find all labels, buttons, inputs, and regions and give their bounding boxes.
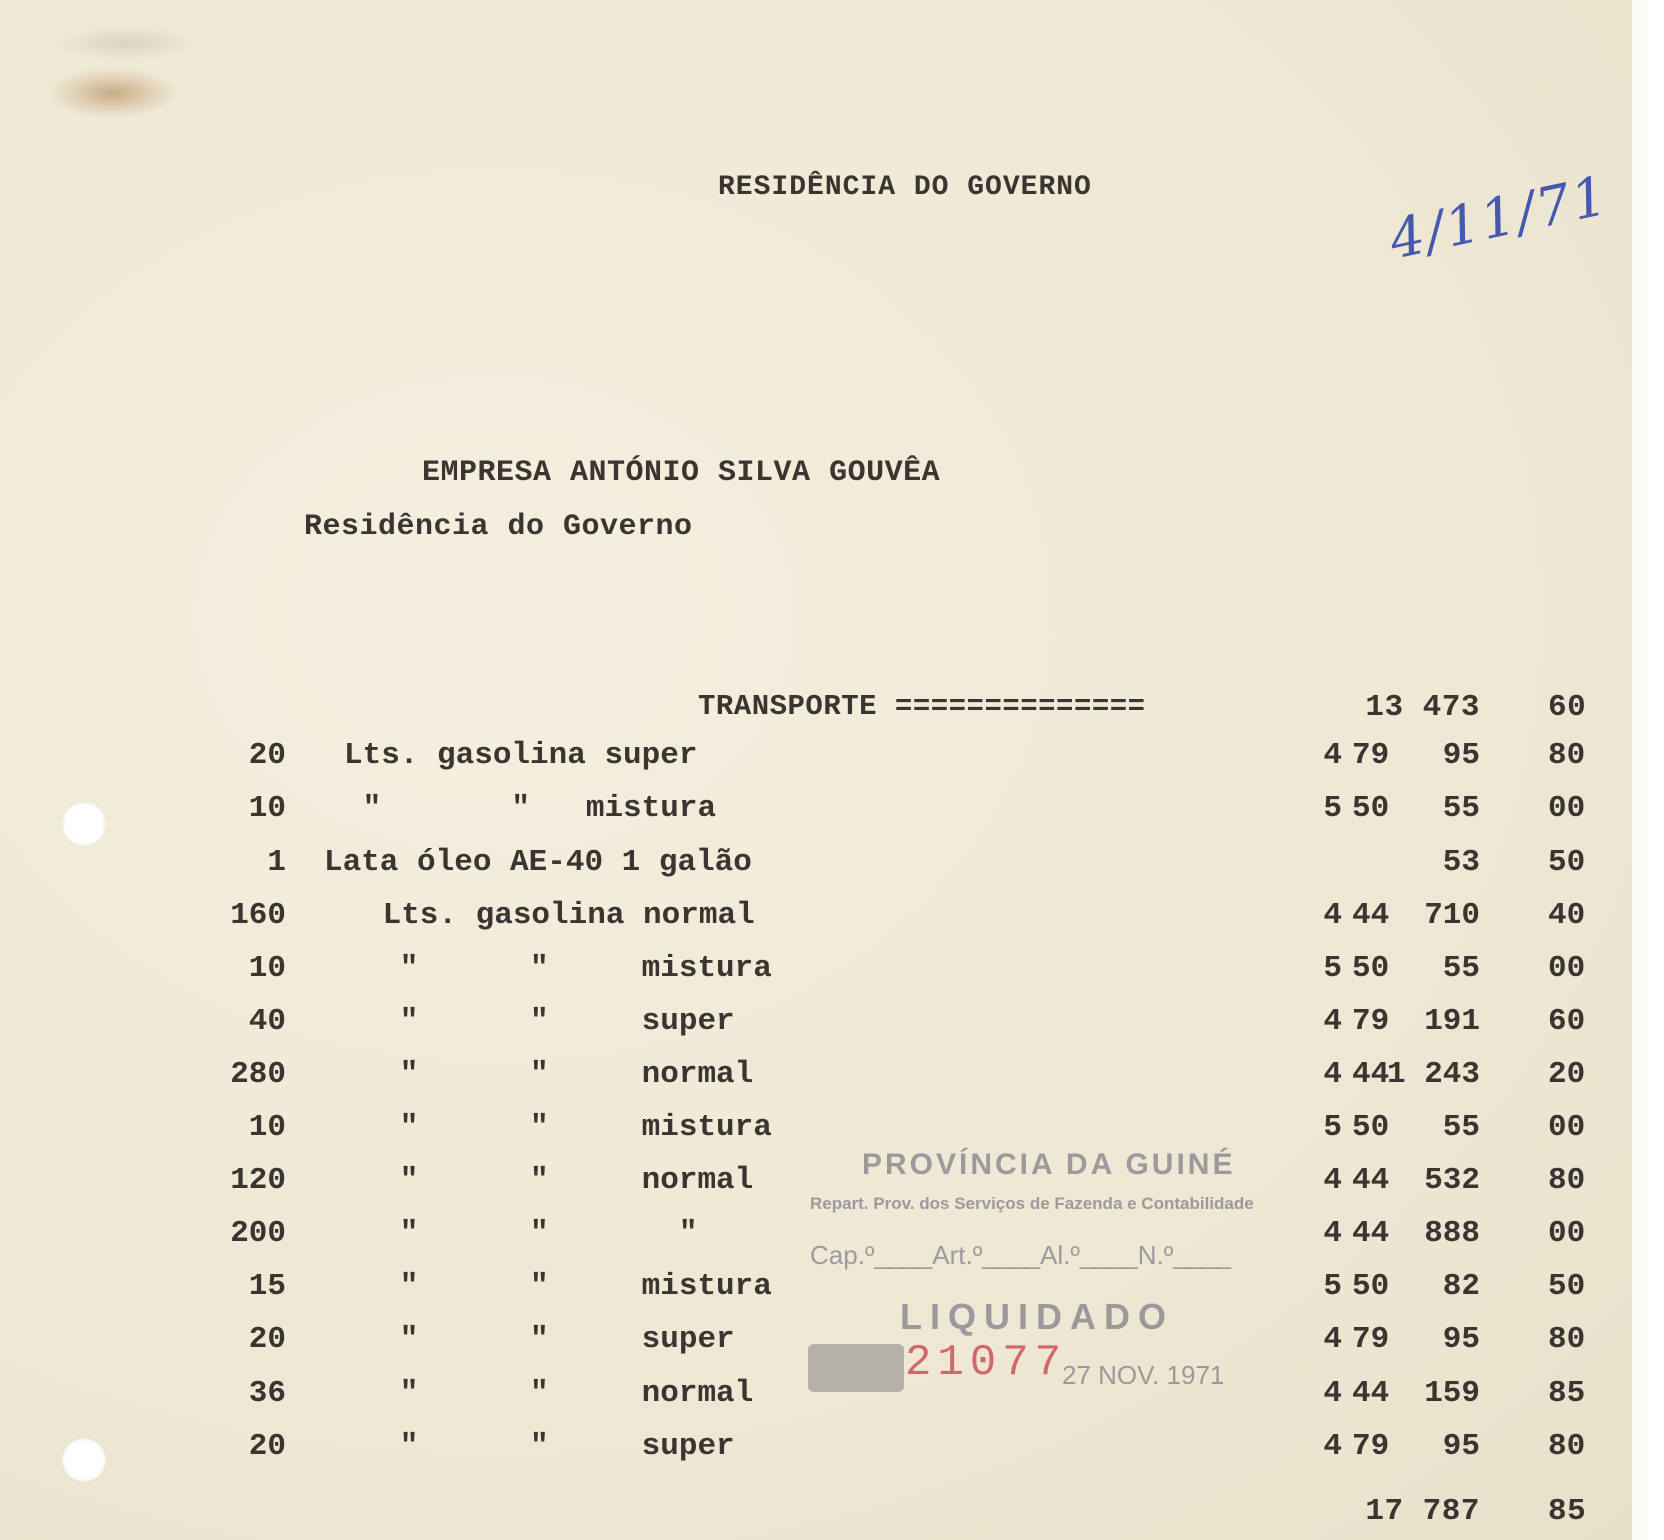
item-total-units: 55 <box>1442 1110 1480 1145</box>
item-unit-price-cents: 79 <box>1352 1004 1390 1039</box>
item-quantity: 120 <box>230 1163 286 1198</box>
item-total-cents: 50 <box>1548 1269 1586 1304</box>
stamp-fields: Cap.º____Art.º____Al.º____N.º____ <box>810 1240 1232 1270</box>
item-description: Lts. gasolina super <box>344 738 698 773</box>
item-quantity: 10 <box>248 1110 286 1145</box>
item-unit-price-units: 4 <box>1323 1376 1342 1411</box>
item-quantity: 10 <box>248 951 286 986</box>
stamp-date: 27 NOV. 1971 <box>1062 1360 1225 1390</box>
item-description: " " super <box>344 1322 735 1357</box>
item-total-units: 95 <box>1442 1322 1480 1357</box>
item-unit-price-cents: 50 <box>1352 951 1390 986</box>
item-total-units: 191 <box>1424 1004 1480 1039</box>
stamp-status: LIQUIDADO <box>900 1296 1174 1337</box>
company-name: EMPRESA ANTÓNIO SILVA GOUVÊA <box>422 456 941 490</box>
item-unit-price-cents: 79 <box>1352 1322 1390 1357</box>
item-unit-price-cents: 44 <box>1352 1163 1390 1198</box>
stamp-department: Repart. Prov. dos Serviços de Fazenda e Contabilidade <box>810 1194 1254 1213</box>
item-total-cents: 80 <box>1548 1429 1586 1464</box>
item-unit-price-cents: 50 <box>1352 1269 1390 1304</box>
item-total-cents: 20 <box>1548 1057 1586 1092</box>
item-quantity: 20 <box>248 1429 286 1464</box>
paper-stain <box>56 26 196 60</box>
item-quantity: 15 <box>248 1269 286 1304</box>
item-quantity: 40 <box>248 1004 286 1039</box>
item-description: " " mistura <box>344 1269 772 1304</box>
item-description: " " mistura <box>344 791 717 826</box>
item-unit-price-units: 5 <box>1323 1110 1342 1145</box>
handwritten-date: 4/11/71 <box>1383 163 1615 272</box>
item-total-cents: 60 <box>1548 1004 1586 1039</box>
item-total-cents: 00 <box>1548 791 1586 826</box>
item-description: " " super <box>344 1004 735 1039</box>
item-description: " " normal <box>344 1057 754 1092</box>
item-quantity: 20 <box>248 1322 286 1357</box>
stamp-province: PROVÍNCIA DA GUINÉ <box>862 1148 1236 1181</box>
stamp-number: 21077 <box>905 1338 1068 1388</box>
item-description: " " normal <box>344 1376 754 1411</box>
item-total-units: 710 <box>1424 898 1480 933</box>
table-row <box>0 1429 1648 1483</box>
item-quantity: 36 <box>248 1376 286 1411</box>
item-quantity: 200 <box>230 1216 286 1251</box>
item-total-cents: 00 <box>1548 951 1586 986</box>
item-total-units: 888 <box>1424 1216 1480 1251</box>
item-unit-price-cents: 50 <box>1352 1110 1390 1145</box>
item-total-units: 95 <box>1442 1429 1480 1464</box>
item-unit-price-units: 4 <box>1323 1322 1342 1357</box>
item-quantity: 20 <box>248 738 286 773</box>
table-row <box>0 1057 1648 1111</box>
table-row <box>0 951 1648 1005</box>
item-total-cents: 80 <box>1548 1322 1586 1357</box>
item-unit-price-units: 5 <box>1323 951 1342 986</box>
item-unit-price-cents: 44 <box>1352 898 1390 933</box>
item-description: " " " <box>344 1216 698 1251</box>
item-description: Lata óleo AE-40 1 galão <box>324 845 752 880</box>
item-unit-price-units: 4 <box>1323 1004 1342 1039</box>
transport-total-cents: 60 <box>1548 690 1587 725</box>
item-description: " " mistura <box>344 1110 772 1145</box>
item-total-cents: 40 <box>1548 898 1586 933</box>
item-description: Lts. gasolina normal <box>364 898 755 933</box>
grand-total-cents: 85 <box>1548 1494 1587 1529</box>
transport-total-units: 13 473 <box>1365 690 1480 725</box>
item-total-units: 95 <box>1442 738 1480 773</box>
table-row <box>0 1004 1648 1058</box>
table-row <box>0 845 1648 899</box>
stamp-blot <box>808 1344 904 1392</box>
item-unit-price-units: 4 <box>1323 1057 1342 1092</box>
item-quantity: 280 <box>230 1057 286 1092</box>
item-unit-price-cents: 79 <box>1352 1429 1390 1464</box>
paper-edge <box>1632 0 1648 1540</box>
item-unit-price-units: 5 <box>1323 791 1342 826</box>
grand-total-units: 17 787 <box>1365 1494 1480 1529</box>
item-total-cents: 00 <box>1548 1216 1586 1251</box>
item-total-cents: 50 <box>1548 845 1586 880</box>
item-total-units: 53 <box>1442 845 1480 880</box>
item-unit-price-units: 4 <box>1323 898 1342 933</box>
item-unit-price-units: 5 <box>1323 1269 1342 1304</box>
item-total-cents: 85 <box>1548 1376 1586 1411</box>
item-unit-price-cents: 79 <box>1352 738 1390 773</box>
item-total-units: 532 <box>1424 1163 1480 1198</box>
item-unit-price-cents: 44 <box>1352 1216 1390 1251</box>
item-total-cents: 80 <box>1548 1163 1586 1198</box>
item-description: " " super <box>344 1429 735 1464</box>
item-total-cents: 00 <box>1548 1110 1586 1145</box>
item-unit-price-cents: 44 <box>1352 1376 1390 1411</box>
liquidation-stamp <box>800 1148 1300 1398</box>
document-title: RESIDÊNCIA DO GOVERNO <box>718 172 1092 203</box>
item-unit-price-units: 4 <box>1323 1163 1342 1198</box>
item-quantity: 1 <box>267 845 286 880</box>
paper-stain <box>48 68 178 118</box>
item-description: " " mistura <box>344 951 772 986</box>
table-row <box>0 738 1648 792</box>
item-unit-price-units: 4 <box>1323 1216 1342 1251</box>
item-unit-price-units: 4 <box>1323 1429 1342 1464</box>
table-row <box>0 898 1648 952</box>
item-total-units: 82 <box>1442 1269 1480 1304</box>
department-name: Residência do Governo <box>304 510 693 544</box>
table-row <box>0 791 1648 845</box>
item-quantity: 10 <box>248 791 286 826</box>
item-total-units: 1 243 <box>1386 1057 1480 1092</box>
item-unit-price-units: 4 <box>1323 738 1342 773</box>
item-unit-price-cents: 50 <box>1352 791 1390 826</box>
item-unit-price-cents: 44 <box>1352 1057 1390 1092</box>
item-quantity: 160 <box>230 898 286 933</box>
item-total-units: 55 <box>1442 791 1480 826</box>
item-total-cents: 80 <box>1548 738 1586 773</box>
transport-label: TRANSPORTE ============== <box>698 690 1146 723</box>
item-total-units: 159 <box>1424 1376 1480 1411</box>
item-description: " " normal <box>344 1163 754 1198</box>
item-total-units: 55 <box>1442 951 1480 986</box>
